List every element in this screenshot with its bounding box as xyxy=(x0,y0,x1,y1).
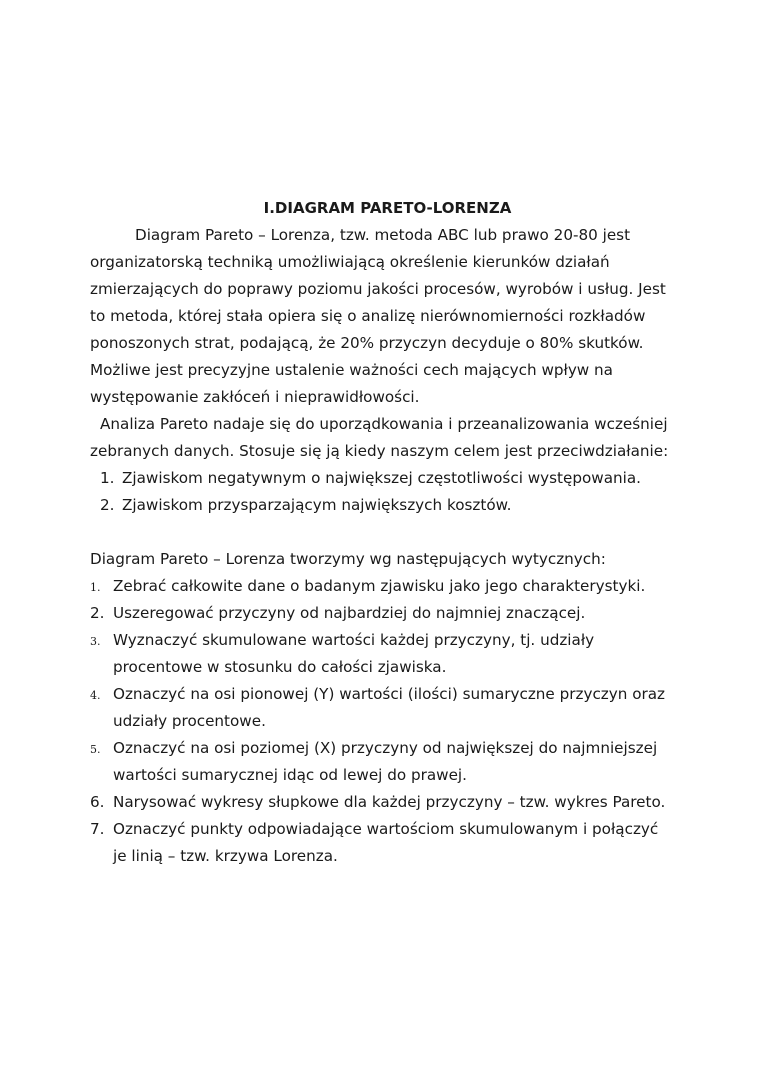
list-item-text: Oznaczyć na osi pionowej (Y) wartości (ilości) sumaryczne przyczyn oraz udziały procentowe. xyxy=(113,685,666,730)
list-item xyxy=(90,492,675,519)
list-item-text: Zjawiskom negatywnym o największej częstotliwości występowania. xyxy=(122,469,641,487)
list-item-text: Zjawiskom przysparzającym największych kosztów. xyxy=(122,496,512,514)
list-item xyxy=(90,627,675,681)
list-item-text: Uszeregować przyczyny od najbardziej do najmniej znaczącej. xyxy=(113,604,586,622)
list-item xyxy=(90,600,675,627)
list-item-number: 7. xyxy=(90,820,105,838)
list-item xyxy=(90,816,675,870)
list-item-number: 2. xyxy=(90,604,105,622)
list-item xyxy=(90,465,675,492)
list-item xyxy=(90,735,675,789)
list-item-text: Wyznaczyć skumulowane wartości każdej przyczyny, tj. udziały procentowe w stosunku do całości zjawiska. xyxy=(113,631,595,676)
list-item-text: Oznaczyć na osi poziomej (X) przyczyny od największej do najmniejszej wartości sumarycznej idąc od lewej do prawej. xyxy=(113,739,658,784)
list-item xyxy=(90,573,675,600)
analysis-paragraph: Analiza Pareto nadaje się do uporządkowania i przeanalizowania wcześniej zebranych danych. Stosuje się ją kiedy naszym celem jest przeciwdziałanie: xyxy=(90,415,669,460)
blank-line xyxy=(90,519,675,546)
list-item-number: 6. xyxy=(90,793,105,811)
intro-paragraph: Diagram Pareto – Lorenza, tzw. metoda ABC lub prawo 20-80 jest organizatorską techniką umożliwiającą określenie kierunków działań zmierzających do poprawy poziomu jakości procesów, wyrobów i usług. Jest to metoda, której stała opiera się o analizę nierównomierności rozkładów ponoszonych strat, podającą, że 20% przyczyn decyduje o 80% skutków. Możliwe jest precyzyjne ustalenie ważności cech mających wpływ na występowanie zakłóceń i nieprawidłowości. xyxy=(90,226,666,406)
list-item-number: 5. xyxy=(90,743,101,756)
prevention-list xyxy=(90,465,675,519)
list-item xyxy=(90,681,675,735)
list-item-number: 1. xyxy=(90,581,101,594)
list-item-number: 4. xyxy=(90,689,101,702)
list-item-number: 1. xyxy=(100,469,115,487)
document-title: I.DIAGRAM PARETO-LORENZA xyxy=(263,199,512,217)
document-body xyxy=(90,195,675,870)
guidelines-list xyxy=(90,573,675,870)
list-item-text: Zebrać całkowite dane o badanym zjawisku jako jego charakterystyki. xyxy=(113,577,646,595)
list-item-number: 2. xyxy=(100,496,115,514)
list-item-text: Oznaczyć punkty odpowiadające wartościom skumulowanym i połączyć je linią – tzw. krzywa Lorenza. xyxy=(113,820,659,865)
guidelines-intro: Diagram Pareto – Lorenza tworzymy wg następujących wytycznych: xyxy=(90,550,606,568)
list-item-number: 3. xyxy=(90,635,101,648)
list-item xyxy=(90,789,675,816)
list-item-text: Narysować wykresy słupkowe dla każdej przyczyny – tzw. wykres Pareto. xyxy=(113,793,666,811)
